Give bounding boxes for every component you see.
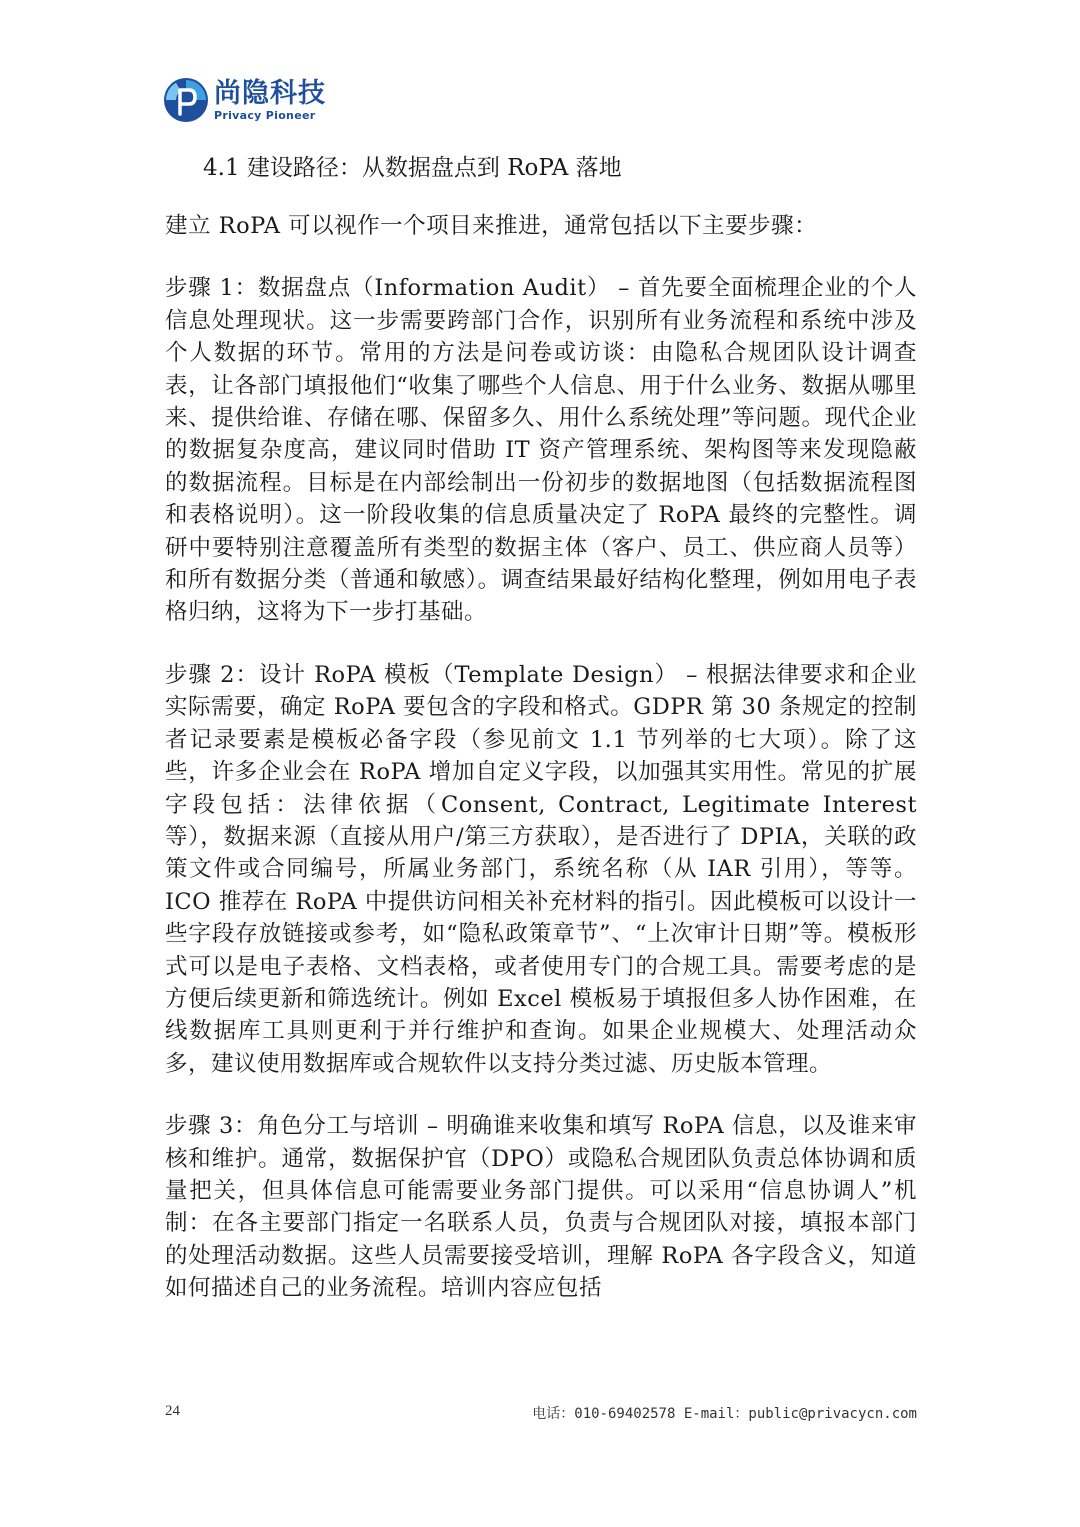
- privacy-pioneer-logo-icon: [162, 76, 210, 124]
- intro-paragraph: 建立 RoPA 可以视作一个项目来推进，通常包括以下主要步骤：: [165, 213, 818, 239]
- document-body: [165, 146, 917, 1335]
- step-2-paragraph: 步骤 2：设计 RoPA 模板（Template Design） – 根据法律要求和企业实际需要，确定 RoPA 要包含的字段和格式。GDPR 第 30 条规定的控制者记录要素是模板必备字段（参见前文 1.1 节列举的七大项）。除了这些，许多企业会在 RoPA 增加自定义字段，以加强其实用性。常见的扩展字段包括：法律依据（Consent, Contract, Legitimate Interest 等），数据来源（直接从用户/第三方获取），是否进行了 DPIA，关联的政策文件或合同编号，所属业务部门，系统名称（从 IAR 引用），等等。ICO 推荐在 RoPA 中提供访问相关补充材料的指引。因此模板可以设计一些字段存放链接或参考，如“隐私政策章节”、“上次审计日期”等。模板形式可以是电子表格、文档表格，或者使用专门的合规工具。需要考虑的是方便后续更新和筛选统计。例如 Excel 模板易于填报但多人协作困难，在线数据库工具则更利于并行维护和查询。如果企业规模大、处理活动众多，建议使用数据库或合规软件以支持分类过滤、历史版本管理。: [165, 661, 917, 1077]
- logo-chinese-name: 尚隐科技: [214, 77, 326, 109]
- section-title: 4.1 建设路径：从数据盘点到 RoPA 落地: [203, 155, 622, 181]
- logo-english-name: Privacy Pioneer: [214, 108, 316, 122]
- logo: [162, 74, 326, 126]
- page-footer: [165, 1403, 917, 1427]
- page-number: 24: [165, 1403, 180, 1419]
- step-3-paragraph: 步骤 3：角色分工与培训 – 明确谁来收集和填写 RoPA 信息，以及谁来审核和维护。通常，数据保护官（DPO）或隐私合规团队负责总体协调和质量把关，但具体信息可能需要业务部门提供。可以采用“信息协调人”机制：在各主要部门指定一名联系人员，负责与合规团队对接，填报本部门的处理活动数据。这些人员需要接受培训，理解 RoPA 各字段含义，知道如何描述自己的业务流程。培训内容应包括: [165, 1113, 917, 1302]
- step-1-paragraph: 步骤 1：数据盘点（Information Audit） – 首先要全面梳理企业的个人信息处理现状。这一步需要跨部门合作，识别所有业务流程和系统中涉及个人数据的环节。常用的方法是问卷或访谈：由隐私合规团队设计调查表，让各部门填报他们“收集了哪些个人信息、用于什么业务、数据从哪里来、提供给谁、存储在哪、保留多久、用什么系统处理”等问题。现代企业的数据复杂度高，建议同时借助 IT 资产管理系统、架构图等来发现隐蔽的数据流程。目标是在内部绘制出一份初步的数据地图（包括数据流程图和表格说明）。这一阶段收集的信息质量决定了 RoPA 最终的完整性。调研中要特别注意覆盖所有类型的数据主体（客户、员工、供应商人员等）和所有数据分类（普通和敏感）。调查结果最好结构化整理，例如用电子表格归纳，这将为下一步打基础。: [165, 275, 917, 626]
- contact-info: 电话：010-69402578 E-mail：public@privacycn.com: [532, 1406, 917, 1422]
